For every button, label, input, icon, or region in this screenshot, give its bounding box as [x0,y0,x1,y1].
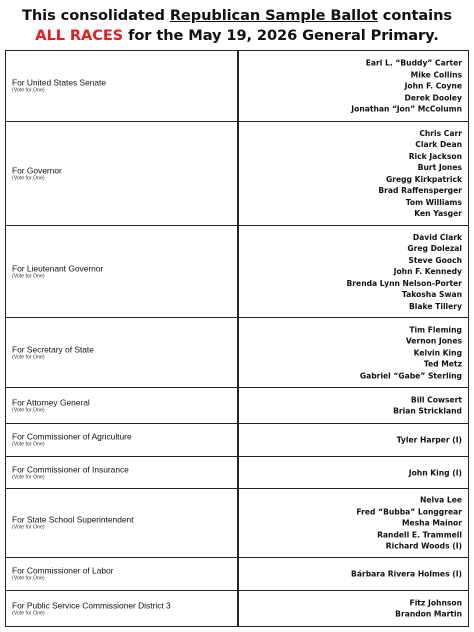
race-office-cell [6,51,239,121]
office-block [12,397,90,414]
candidate-name: Rick Jackson [408,151,462,161]
header-text-end: contains [377,7,452,24]
race-office-cell [6,226,239,317]
office-block [12,515,134,532]
candidate-name: John F. Kennedy [393,266,462,276]
candidate-list [347,231,462,312]
header-all-races: ALL RACES [35,27,124,44]
office-title: For Commissioner of Agriculture [12,431,132,442]
candidate-name: Tim Fleming [409,324,462,334]
race-row [6,122,468,226]
candidate-name: Brandon Martin [395,609,462,619]
candidate-name: Steve Gooch [408,255,462,265]
race-office-cell [6,558,239,590]
race-office-cell [6,457,239,488]
race-office-cell [6,424,239,456]
candidate-name: Bárbara Rivera Holmes (I) [351,569,462,579]
vote-instruction: (Vote for One) [12,610,45,616]
candidate-list [397,434,462,446]
race-row [6,457,468,489]
office-title: For Commissioner of Insurance [12,464,129,474]
candidate-name: Brenda Lynn Nelson-Porter [346,278,462,288]
candidate-name: Chris Carr [419,128,462,138]
office-title: For Governor [12,165,62,175]
candidate-list [395,597,462,620]
candidate-name: John King (I) [408,467,462,477]
candidate-name: Randell E. Trammell [377,529,462,539]
vote-instruction: (Vote for One) [12,354,45,360]
candidate-name: Tom Williams [405,197,462,207]
vote-instruction: (Vote for One) [12,474,45,480]
candidate-name: Richard Woods (I) [385,541,462,551]
office-title: For Public Service Commissioner District 3 [12,600,171,610]
ballot-header [0,6,474,46]
office-block [12,344,94,361]
vote-instruction: (Vote for One) [12,524,45,531]
candidate-name: Gregg Kirkpatrick [385,174,462,184]
vote-instruction: (Vote for One) [12,175,45,181]
candidate-name: Jonathan “Jon” McColumn [351,104,462,114]
office-block [12,464,129,481]
candidate-name: Tyler Harper (I) [396,435,462,445]
office-block [12,600,171,617]
header-line-1 [0,6,474,26]
vote-instruction: (Vote for One) [12,273,45,279]
candidate-name: Burt Jones [417,163,462,172]
race-row [6,424,468,457]
candidate-list [409,467,462,479]
race-office-cell [6,388,239,423]
header-election-date: for the May 19, 2026 General Primary. [123,27,439,44]
candidate-list [378,128,462,220]
candidate-list [393,394,462,417]
office-block [12,78,106,95]
race-office-cell [6,122,239,225]
race-row [6,591,468,626]
race-row [6,489,468,558]
race-row [6,51,468,122]
candidate-name: Fitz Johnson [409,598,462,607]
candidate-name: Clark Dean [415,140,462,149]
office-title: For Secretary of State [12,344,94,354]
candidate-name: Mike Collins [410,69,462,79]
vote-instruction: (Vote for One) [12,87,45,94]
office-block [12,566,113,583]
race-row [6,226,468,318]
office-title: For State School Superintendent [12,514,134,525]
office-title: For Lieutenant Governor [12,263,104,273]
candidate-name: Nelva Lee [420,495,462,505]
candidate-list [351,57,462,115]
candidate-name: Bill Cowsert [410,395,462,404]
candidate-name: Ken Yasger [414,209,462,218]
candidate-name: Ted Metz [423,359,462,369]
candidate-list [351,568,462,580]
candidate-name: Brad Raffensperger [378,186,462,195]
header-line-2 [0,26,474,46]
office-title: For Attorney General [12,397,90,407]
candidate-list [360,324,462,382]
header-ballot-type: Republican Sample Ballot [169,7,378,24]
candidate-name: Earl L. “Buddy” Carter [365,58,462,68]
candidate-name: Fred “Bubba” Longgrear [356,506,462,516]
race-office-cell [6,489,239,557]
candidate-name: Takosha Swan [401,289,462,299]
office-block [12,263,103,280]
candidate-name: Vernon Jones [405,336,462,346]
office-block [12,432,132,449]
candidate-name: Mesha Mainor [401,518,462,528]
office-title: For United States Senate [12,77,107,88]
candidate-name: Gabriel “Gabe” Sterling [359,370,462,380]
race-office-cell [6,591,239,626]
candidate-name: Greg Dolezal [407,243,462,253]
race-row [6,318,468,388]
candidate-name: Derek Dooley [404,92,462,102]
vote-instruction: (Vote for One) [12,407,45,413]
candidate-name: Brian Strickland [393,406,462,416]
vote-instruction: (Vote for One) [12,575,45,582]
office-title: For Commissioner of Labor [12,565,114,576]
candidate-list [356,494,462,552]
candidate-name: David Clark [412,232,462,242]
race-row [6,388,468,424]
vote-instruction: (Vote for One) [12,441,45,448]
candidate-name: John F. Coyne [404,81,462,91]
candidate-name: Blake Tillery [409,301,462,311]
header-text-start: This consolidated [22,7,170,24]
race-row [6,558,468,591]
race-office-cell [6,318,239,387]
office-block [12,165,62,182]
ballot-table [5,50,469,627]
candidate-name: Kelvin King [413,347,462,357]
